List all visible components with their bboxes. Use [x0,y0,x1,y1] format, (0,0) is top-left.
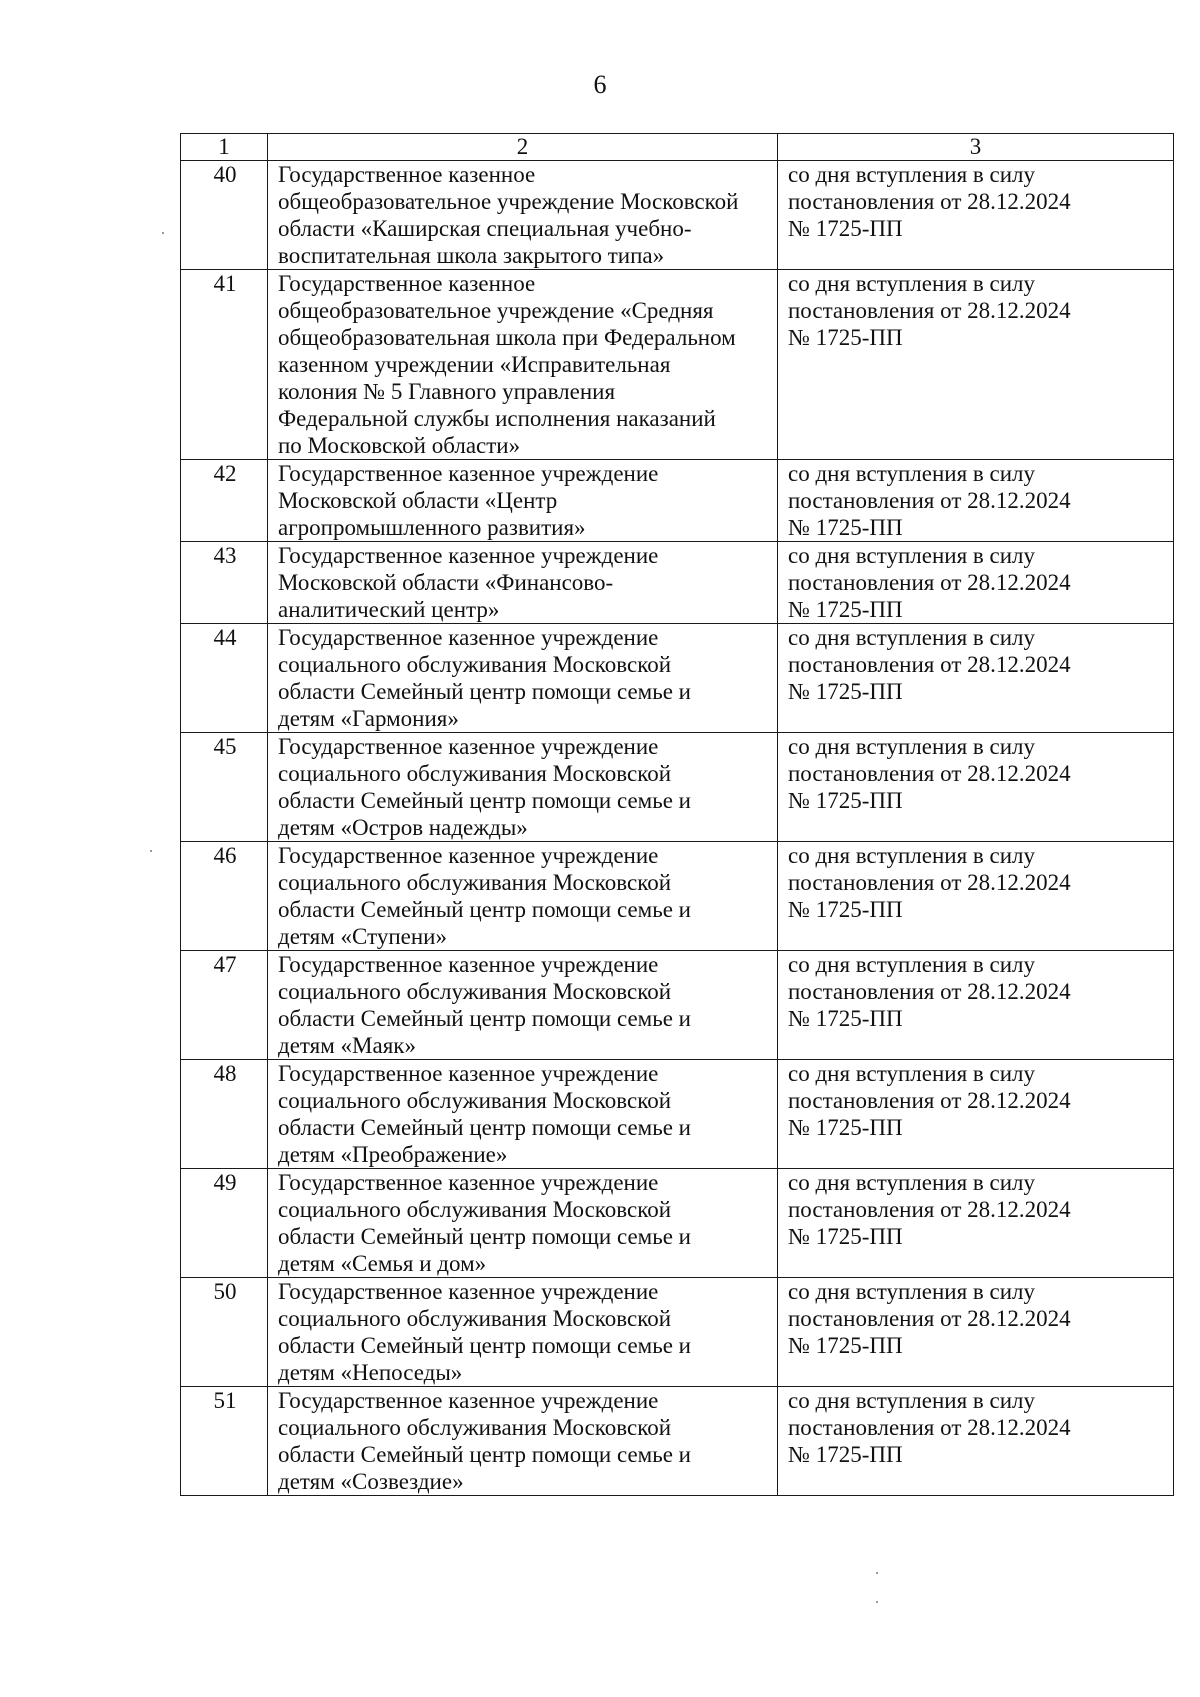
institution-name-line: общеобразовательное учреждение Московской [278,189,739,214]
table-row [181,842,1174,951]
institution-name [268,1060,778,1169]
effective-date [778,1387,1174,1496]
effective-date-line: со дня вступления в силу [788,1279,1036,1304]
effective-date [778,1060,1174,1169]
effective-date-line: со дня вступления в силу [788,543,1036,568]
table-row [181,161,1174,270]
table-row [181,624,1174,733]
effective-date-line: со дня вступления в силу [788,162,1036,187]
institution-name-line: агропромышленного развития» [278,515,586,540]
effective-date [778,842,1174,951]
institutions-table [180,133,1174,1496]
effective-date-line: со дня вступления в силу [788,1061,1036,1086]
effective-date-line: № 1725-ПП [788,1442,903,1467]
effective-date-line: постановления от 28.12.2024 [788,570,1071,595]
institution-name-line: области Семейный центр помощи семье и [278,679,691,704]
effective-date-line: со дня вступления в силу [788,1388,1036,1413]
scan-speck [150,850,152,852]
table-row [181,542,1174,624]
institution-name-line: воспитательная школа закрытого типа» [278,243,665,268]
institution-name-line: области Семейный центр помощи семье и [278,1442,691,1467]
effective-date [778,270,1174,460]
row-number: 42 [181,460,268,542]
effective-date [778,951,1174,1060]
scan-speck [876,1572,878,1574]
effective-date-line: № 1725-ПП [788,1006,903,1031]
row-number: 47 [181,951,268,1060]
institution-name-line: Государственное казенное учреждение [278,461,659,486]
row-number: 48 [181,1060,268,1169]
institution-name-line: Государственное казенное [278,271,536,296]
institution-name-line: области Семейный центр помощи семье и [278,897,691,922]
institution-name-line: детям «Преображение» [278,1142,508,1167]
effective-date-line: постановления от 28.12.2024 [788,488,1071,513]
institution-name-line: общеобразовательное учреждение «Средняя [278,298,714,323]
institution-name [268,951,778,1060]
institution-name [268,733,778,842]
institution-name-line: области «Каширская специальная учебно- [278,216,692,241]
institution-name-line: Государственное казенное учреждение [278,952,659,977]
institution-name-line: социального обслуживания Московской [278,870,672,895]
effective-date-line: со дня вступления в силу [788,1170,1036,1195]
effective-date-line: со дня вступления в силу [788,625,1036,650]
institution-name [268,270,778,460]
row-number: 49 [181,1169,268,1278]
table-body [181,161,1174,1496]
row-number: 41 [181,270,268,460]
effective-date-line: № 1725-ПП [788,515,903,540]
effective-date-line: постановления от 28.12.2024 [788,189,1071,214]
row-number: 43 [181,542,268,624]
institution-name-line: по Московской области» [278,433,521,458]
row-number: 40 [181,161,268,270]
institution-name-line: Федеральной службы исполнения наказаний [278,406,716,431]
institution-name-line: Московской области «Центр [278,488,558,513]
effective-date-line: № 1725-ПП [788,1333,903,1358]
effective-date-line: со дня вступления в силу [788,271,1036,296]
row-number: 45 [181,733,268,842]
effective-date-line: № 1725-ПП [788,1115,903,1140]
institution-name-line: Государственное казенное учреждение [278,1388,659,1413]
column-header-number: 1 [181,134,268,161]
effective-date-line: постановления от 28.12.2024 [788,1197,1071,1222]
institution-name-line: детям «Остров надежды» [278,815,528,840]
institution-name-line: Государственное казенное учреждение [278,734,659,759]
institution-name [268,542,778,624]
effective-date-line: постановления от 28.12.2024 [788,761,1071,786]
effective-date-line: со дня вступления в силу [788,843,1036,868]
institution-name-line: детям «Ступени» [278,924,447,949]
table-row [181,270,1174,460]
effective-date-line: постановления от 28.12.2024 [788,652,1071,677]
effective-date-line: постановления от 28.12.2024 [788,1415,1071,1440]
institution-name-line: детям «Созвездие» [278,1469,464,1494]
column-header-name: 2 [268,134,778,161]
table-header-row [181,134,1174,161]
effective-date [778,733,1174,842]
effective-date [778,1169,1174,1278]
scan-speck [876,1601,878,1603]
effective-date-line: постановления от 28.12.2024 [788,1306,1071,1331]
institution-name-line: детям «Маяк» [278,1033,416,1058]
institution-name-line: области Семейный центр помощи семье и [278,1006,691,1031]
effective-date-line: № 1725-ПП [788,216,903,241]
institution-name [268,161,778,270]
institution-name-line: социального обслуживания Московской [278,652,672,677]
institution-name-line: области Семейный центр помощи семье и [278,1333,691,1358]
page-number: 6 [593,70,607,99]
institution-name-line: социального обслуживания Московской [278,761,672,786]
institution-name-line: детям «Семья и дом» [278,1251,487,1276]
effective-date-line: № 1725-ПП [788,597,903,622]
effective-date [778,624,1174,733]
table-row [181,1060,1174,1169]
effective-date-line: № 1725-ПП [788,788,903,813]
effective-date-line: со дня вступления в силу [788,461,1036,486]
institution-name [268,842,778,951]
table-row [181,1387,1174,1496]
row-number: 50 [181,1278,268,1387]
table-row [181,460,1174,542]
effective-date [778,460,1174,542]
institution-name-line: детям «Гармония» [278,706,459,731]
effective-date-line: № 1725-ПП [788,897,903,922]
effective-date-line: со дня вступления в силу [788,734,1036,759]
table-row [181,1278,1174,1387]
institution-name-line: области Семейный центр помощи семье и [278,788,691,813]
institution-name-line: области Семейный центр помощи семье и [278,1224,691,1249]
table-row [181,733,1174,842]
row-number: 46 [181,842,268,951]
institution-name-line: Московской области «Финансово- [278,570,614,595]
institution-name-line: общеобразовательная школа при Федеральном [278,325,736,350]
table-row [181,951,1174,1060]
effective-date-line: со дня вступления в силу [788,952,1036,977]
institution-name-line: социального обслуживания Московской [278,1306,672,1331]
effective-date-line: постановления от 28.12.2024 [788,1088,1071,1113]
institution-name-line: социального обслуживания Московской [278,1088,672,1113]
institution-name-line: Государственное казенное учреждение [278,625,659,650]
effective-date-line: № 1725-ПП [788,325,903,350]
institution-name [268,1278,778,1387]
institution-name-line: Государственное казенное учреждение [278,1279,659,1304]
institution-name-line: аналитический центр» [278,597,500,622]
effective-date [778,161,1174,270]
institution-name-line: социального обслуживания Московской [278,1415,672,1440]
institution-name-line: социального обслуживания Московской [278,1197,672,1222]
effective-date [778,542,1174,624]
row-number: 44 [181,624,268,733]
institution-name-line: Государственное казенное учреждение [278,843,659,868]
effective-date-line: постановления от 28.12.2024 [788,870,1071,895]
institution-name-line: колония № 5 Главного управления [278,379,616,404]
table-row [181,1169,1174,1278]
institution-name [268,460,778,542]
institution-name-line: Государственное казенное учреждение [278,1061,659,1086]
institution-name [268,624,778,733]
scan-speck [162,232,164,234]
institution-name [268,1387,778,1496]
institution-name-line: Государственное казенное учреждение [278,543,659,568]
column-header-effective: 3 [778,134,1174,161]
effective-date-line: постановления от 28.12.2024 [788,298,1071,323]
effective-date-line: № 1725-ПП [788,1224,903,1249]
effective-date [778,1278,1174,1387]
institution-name-line: социального обслуживания Московской [278,979,672,1004]
institution-name [268,1169,778,1278]
institution-name-line: детям «Непоседы» [278,1360,463,1385]
effective-date-line: постановления от 28.12.2024 [788,979,1071,1004]
institution-name-line: Государственное казенное [278,162,536,187]
effective-date-line: № 1725-ПП [788,679,903,704]
row-number: 51 [181,1387,268,1496]
institution-name-line: Государственное казенное учреждение [278,1170,659,1195]
institution-name-line: области Семейный центр помощи семье и [278,1115,691,1140]
institution-name-line: казенном учреждении «Исправительная [278,352,671,377]
